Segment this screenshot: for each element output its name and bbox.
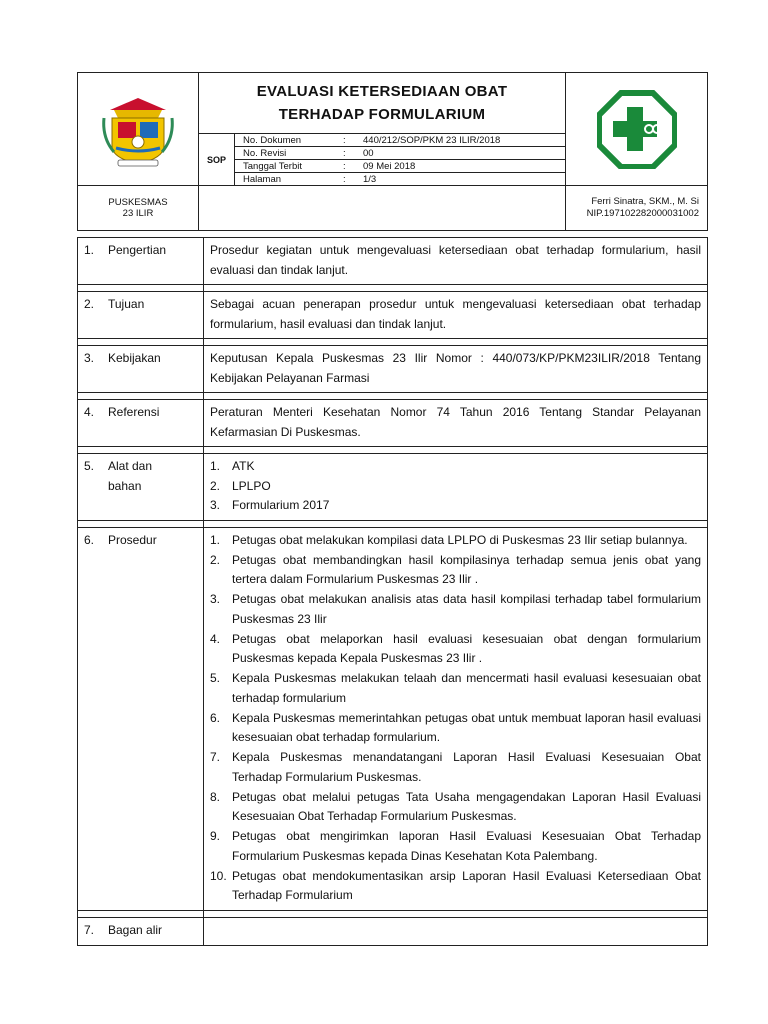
section-content: Sebagai acuan penerapan prosedur untuk mengevaluasi ketersediaan obat terhadap formularium, hasil evaluasi dan tindak lanjut.	[204, 292, 708, 339]
list-item	[210, 630, 701, 669]
meta-key: No. Dokumen	[243, 134, 302, 146]
item-number: 2.	[210, 552, 221, 567]
section-title: Pengertian	[108, 243, 167, 257]
signatory	[566, 186, 707, 230]
section-title-line-2: bahan	[108, 478, 142, 493]
item-text: Formularium 2017	[232, 498, 330, 512]
item-number: 4.	[210, 631, 221, 646]
item-text: Petugas obat melaporkan hasil evaluasi kesesuaian obat dengan formularium Puskesmas kepada Kepala Puskesmas 23 Ilir .	[232, 631, 701, 665]
title-line-2: TERHADAP FORMULARIUM	[278, 106, 486, 123]
meta-value: 00	[363, 147, 374, 159]
title-line-1: EVALUASI KETERSEDIAAN OBAT	[256, 83, 508, 100]
unit-line-2: 23 ILIR	[122, 208, 154, 219]
meta-value: 09 Mei 2018	[363, 160, 416, 172]
meta-key: Tanggal Terbit	[243, 160, 302, 172]
list-item	[210, 457, 701, 477]
section-content: Prosedur kegiatan untuk mengevaluasi ketersediaan obat terhadap formularium, hasil evaluasi dan tindak lanjut.	[204, 238, 708, 285]
meta-rows	[235, 134, 565, 185]
section-referensi	[78, 400, 708, 447]
item-number: 7.	[210, 750, 221, 764]
section-number: 2.	[84, 297, 95, 311]
section-title	[108, 457, 152, 496]
section-label	[78, 918, 204, 946]
signature-space	[199, 186, 566, 230]
item-number: 1.	[210, 459, 221, 473]
section-pengertian	[78, 238, 708, 285]
section-title: Referensi	[108, 405, 160, 419]
meta-value: 1/3	[363, 173, 377, 185]
list-item	[210, 788, 701, 827]
meta-colon: :	[343, 160, 346, 172]
list-item	[210, 496, 701, 516]
meta-key: No. Revisi	[243, 147, 287, 159]
section-kebijakan	[78, 346, 708, 393]
list-item	[210, 551, 701, 590]
item-number: 3.	[210, 498, 221, 512]
item-number: 9.	[210, 829, 221, 843]
section-number: 1.	[84, 243, 95, 257]
meta-row-revisi	[235, 147, 565, 160]
section-bagan-alir	[78, 918, 708, 946]
section-label	[78, 454, 204, 521]
item-text: Petugas obat melalui petugas Tata Usaha mengagendakan Laporan Hasil Evaluasi Kesesuaian Obat Terhadap Formularium Puskesmas.	[232, 789, 701, 823]
signatory-name: Ferri Sinatra, SKM., M. Si	[591, 196, 699, 207]
item-number: 3.	[210, 592, 221, 606]
section-title-line-1: Alat dan	[108, 459, 153, 473]
section-label	[78, 400, 204, 447]
item-number: 5.	[210, 671, 221, 685]
section-label	[78, 292, 204, 339]
meta-colon: :	[343, 147, 346, 159]
prosedur-list	[210, 531, 701, 906]
section-number: 7.	[84, 923, 95, 937]
item-number: 1.	[210, 532, 221, 547]
document-title	[199, 73, 565, 134]
item-text: ATK	[232, 459, 255, 473]
list-item	[210, 477, 701, 497]
signatory-nip: NIP.197102282000031002	[586, 208, 699, 219]
puskesmas-logo	[566, 73, 707, 185]
section-title: Tujuan	[108, 297, 145, 311]
section-content	[204, 454, 708, 521]
unit-name	[78, 186, 199, 230]
meta-colon: :	[343, 173, 346, 185]
unit-line-1: PUSKESMAS	[108, 197, 168, 208]
item-text: Petugas obat membandingkan hasil kompilasinya terhadap semua jenis obat yang tertera dalam Formularium Puskesmas 23 Ilir .	[232, 552, 701, 586]
list-item	[210, 709, 701, 748]
item-number: 8.	[210, 789, 221, 804]
section-title: Kebijakan	[108, 351, 161, 365]
list-item	[210, 669, 701, 708]
meta-colon: :	[343, 134, 346, 146]
section-alat-bahan	[78, 454, 708, 521]
list-item	[210, 748, 701, 787]
section-label	[78, 346, 204, 393]
meta-value: 440/212/SOP/PKM 23 ILIR/2018	[363, 134, 501, 146]
meta-row-tanggal	[235, 160, 565, 173]
item-text: Petugas obat mengirimkan laporan Hasil Evaluasi Kesesuaian Obat Terhadap Formularium Puskesmas kepada Dinas Kesehatan Kota Palembang.	[232, 829, 701, 863]
section-tujuan	[78, 292, 708, 339]
item-number: 2.	[210, 478, 221, 493]
section-content: Peraturan Menteri Kesehatan Nomor 74 Tahun 2016 Tentang Standar Pelayanan Kefarmasian Di Puskesmas.	[204, 400, 708, 447]
item-text: Kepala Puskesmas menandatangani Laporan Hasil Evaluasi Kesesuaian Obat Terhadap Formularium Puskesmas.	[232, 750, 701, 784]
meta-row-halaman	[235, 173, 565, 185]
item-text: LPLPO	[232, 478, 271, 493]
list-item	[210, 827, 701, 866]
section-number: 4.	[84, 405, 95, 419]
city-emblem-logo	[78, 73, 199, 185]
section-content	[204, 527, 708, 911]
list-item	[210, 590, 701, 629]
section-prosedur	[78, 527, 708, 911]
meta-row-dokumen	[235, 134, 565, 147]
list-item	[210, 867, 701, 906]
document-header	[77, 72, 708, 186]
sop-document	[77, 72, 708, 946]
sop-label: SOP	[199, 134, 235, 185]
palembang-emblem-icon	[100, 88, 176, 170]
item-text: Petugas obat mendokumentasikan arsip Laporan Hasil Evaluasi Ketersediaan Obat Terhadap Formularium	[232, 868, 701, 902]
document-meta	[199, 134, 565, 185]
alat-bahan-list	[210, 457, 701, 516]
signature-row	[77, 186, 708, 231]
item-number: 6.	[210, 710, 221, 725]
item-text: Petugas obat melakukan analisis atas data hasil kompilasi terhadap tabel formularium Puskesmas 23 Ilir	[232, 592, 701, 626]
section-number: 5.	[84, 459, 95, 473]
section-number: 3.	[84, 351, 95, 365]
meta-key: Halaman	[243, 173, 282, 185]
section-content	[204, 918, 708, 946]
item-text: Kepala Puskesmas melakukan telaah dan mencermati hasil evaluasi kesesuaian obat terhadap formularium	[232, 671, 701, 705]
item-text: Kepala Puskesmas memerintahkan petugas obat untuk membuat laporan hasil evaluasi kesesuaian obat terhadap formularium.	[232, 710, 701, 744]
section-number: 6.	[84, 532, 95, 547]
section-title: Bagan alir	[108, 923, 163, 937]
section-title: Prosedur	[108, 532, 157, 547]
header-middle	[199, 73, 566, 185]
section-label	[78, 527, 204, 911]
section-content: Keputusan Kepala Puskesmas 23 Ilir Nomor : 440/073/KP/PKM23ILIR/2018 Tentang Kebijakan Pelayanan Farmasi	[204, 346, 708, 393]
item-text: Petugas obat melakukan kompilasi data LPLPO di Puskesmas 23 Ilir setiap bulannya.	[232, 532, 688, 547]
section-label	[78, 238, 204, 285]
puskesmas-logo-icon	[597, 89, 677, 169]
sop-body-table	[77, 237, 708, 946]
item-number: 10.	[210, 868, 227, 883]
list-item	[210, 531, 701, 551]
